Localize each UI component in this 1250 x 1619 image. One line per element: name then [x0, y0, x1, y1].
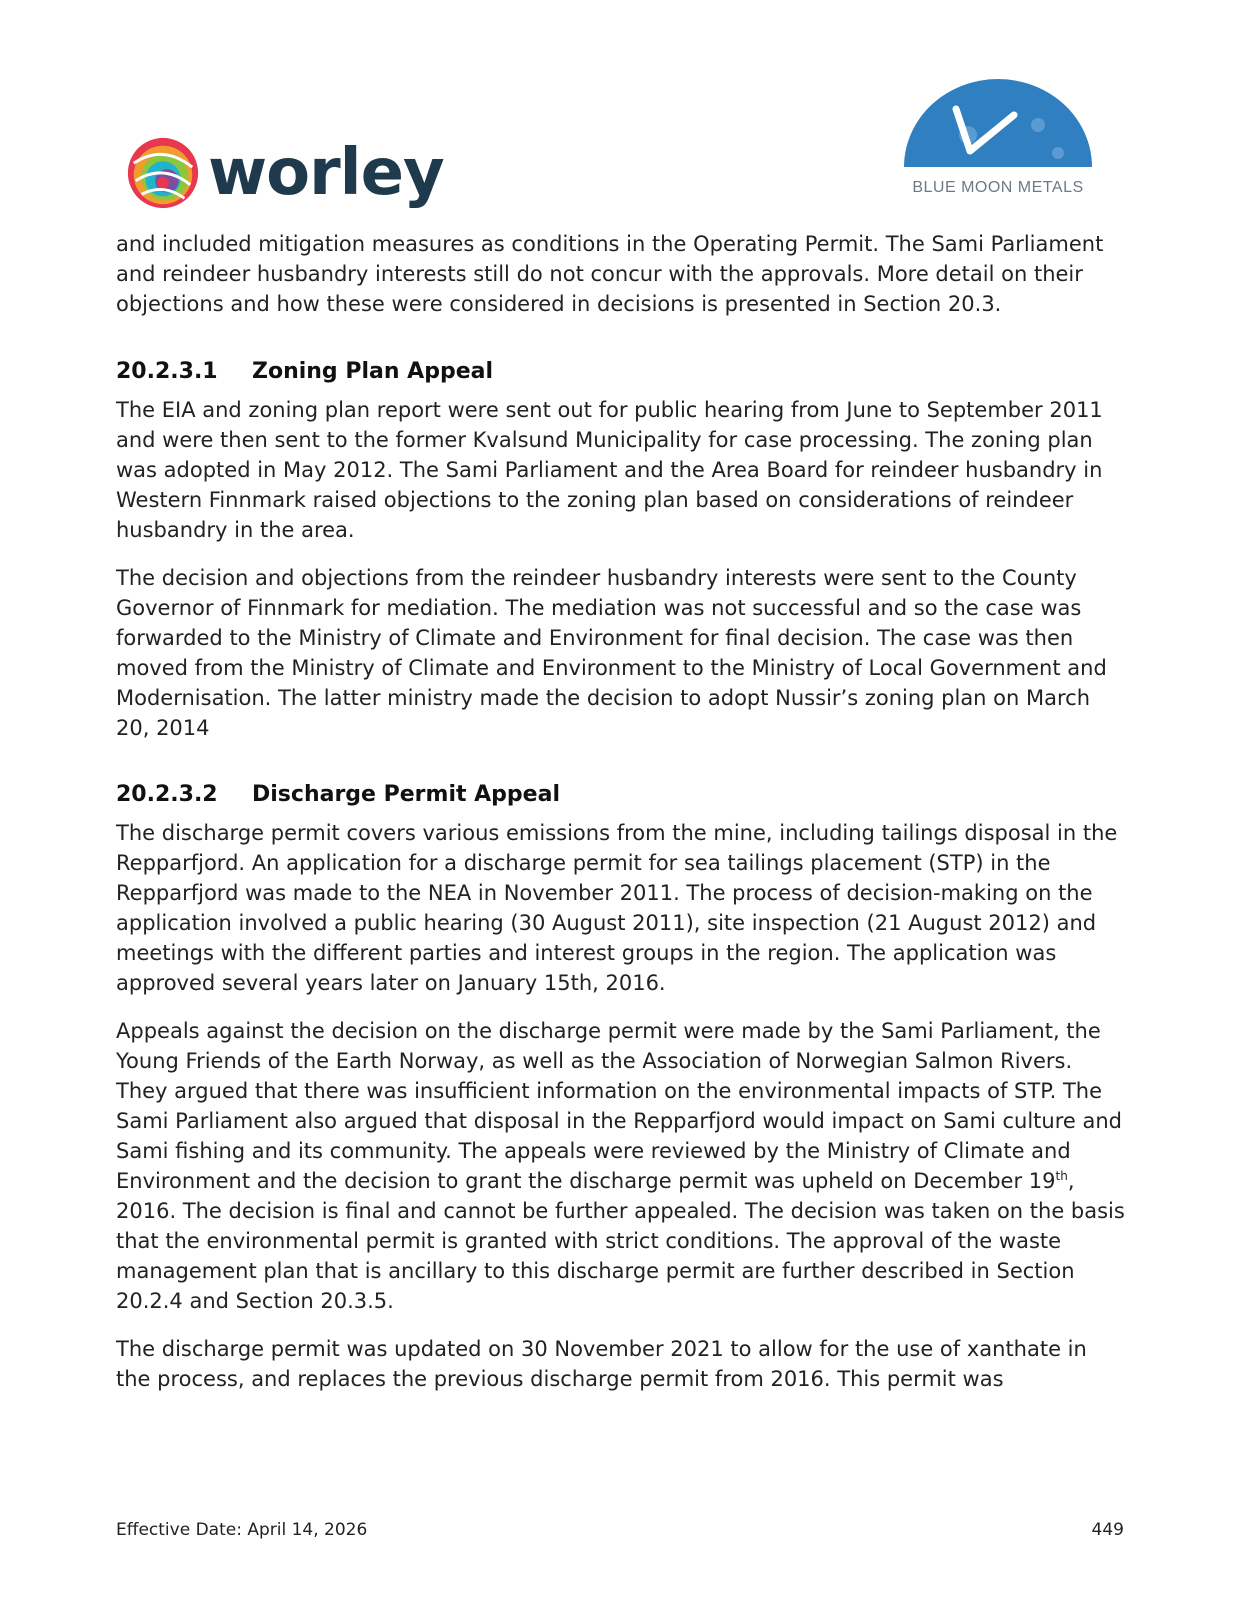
section-number: 20.2.3.2 [116, 782, 218, 807]
paragraph [116, 1016, 1126, 1316]
worley-swirl-icon [124, 134, 202, 212]
section-heading-zoning [116, 357, 1126, 387]
intro-paragraph: and included mitigation measures as conditions in the Operating Permit. The Sami Parliament and reindeer husbandry interests still do not concur with the approvals. More detail on their objections and how these were considered in decisions is presented in Section 20.3. [116, 232, 1104, 316]
paragraph: The discharge permit covers various emissions from the mine, including tailings disposal in the Repparfjord. An application for a discharge permit for sea tailings placement (STP) in the Repparfjord was made to the NEA in November 2011. The process of decision-making on the application involved a public hearing (30 August 2011), site inspection (21 August 2012) and meetings with the different parties and interest groups in the region. The application was approved several years later on January 15th, 2016. [116, 821, 1118, 995]
paragraph-text: Appeals against the decision on the discharge permit were made by the Sami Parliament, the Young Friends of the Earth Norway, as well as the Association of Norwegian Salmon Rivers. They argued that there was insufficient information on the environmental impacts of STP. The Sami Parliament also argued that disposal in the Repparfjord would impact on Sami culture and Sami fishing and its community. The appeals were reviewed by the Ministry of Climate and Environment and the decision to grant the discharge permit was upheld on December 19 [116, 1019, 1122, 1193]
document-body [116, 229, 1126, 1412]
paragraph: The decision and objections from the reindeer husbandry interests were sent to the County Governor of Finnmark for mediation. The mediation was not successful and so the case was forwarded to the Ministry of Climate and Environment for final decision. The case was then moved from the Ministry of Climate and Environment to the Ministry of Local Government and Modernisation. The latter ministry made the decision to adopt Nussir’s zoning plan on March 20, 2014 [116, 566, 1107, 740]
section-number: 20.2.3.1 [116, 359, 218, 384]
page-footer [116, 1520, 1124, 1540]
section-title: Zoning Plan Appeal [252, 359, 494, 384]
paragraph-text: , 2016. The decision is final and cannot be further appealed. The decision was taken on the basis that the environmental permit is granted with strict conditions. The approval of the waste management plan that is ancillary to this discharge permit are further described in Section 20.2.4 and Section 20.3.5. [116, 1169, 1125, 1313]
paragraph: The EIA and zoning plan report were sent out for public hearing from June to September 2011 and were then sent to the former Kvalsund Municipality for case processing. The zoning plan was adopted in May 2012. The Sami Parliament and the Area Board for reindeer husbandry in Western Finnmark raised objections to the zoning plan based on considerations of reindeer husbandry in the area. [116, 398, 1103, 542]
paragraph: The discharge permit was updated on 30 November 2021 to allow for the use of xanthate in the process, and replaces the previous discharge permit from 2016. This permit was [116, 1337, 1087, 1391]
section-title: Discharge Permit Appeal [252, 782, 560, 807]
effective-date: Effective Date: April 14, 2026 [116, 1520, 368, 1540]
svg-text:BLUE MOON METALS: BLUE MOON METALS [912, 179, 1084, 196]
blue-moon-metals-logo [898, 75, 1098, 205]
worley-wordmark: worley [208, 136, 444, 210]
worley-logo [124, 134, 444, 212]
page-number: 449 [1091, 1520, 1124, 1540]
ordinal-suffix: th [1055, 1169, 1068, 1183]
section-heading-discharge [116, 780, 1126, 810]
